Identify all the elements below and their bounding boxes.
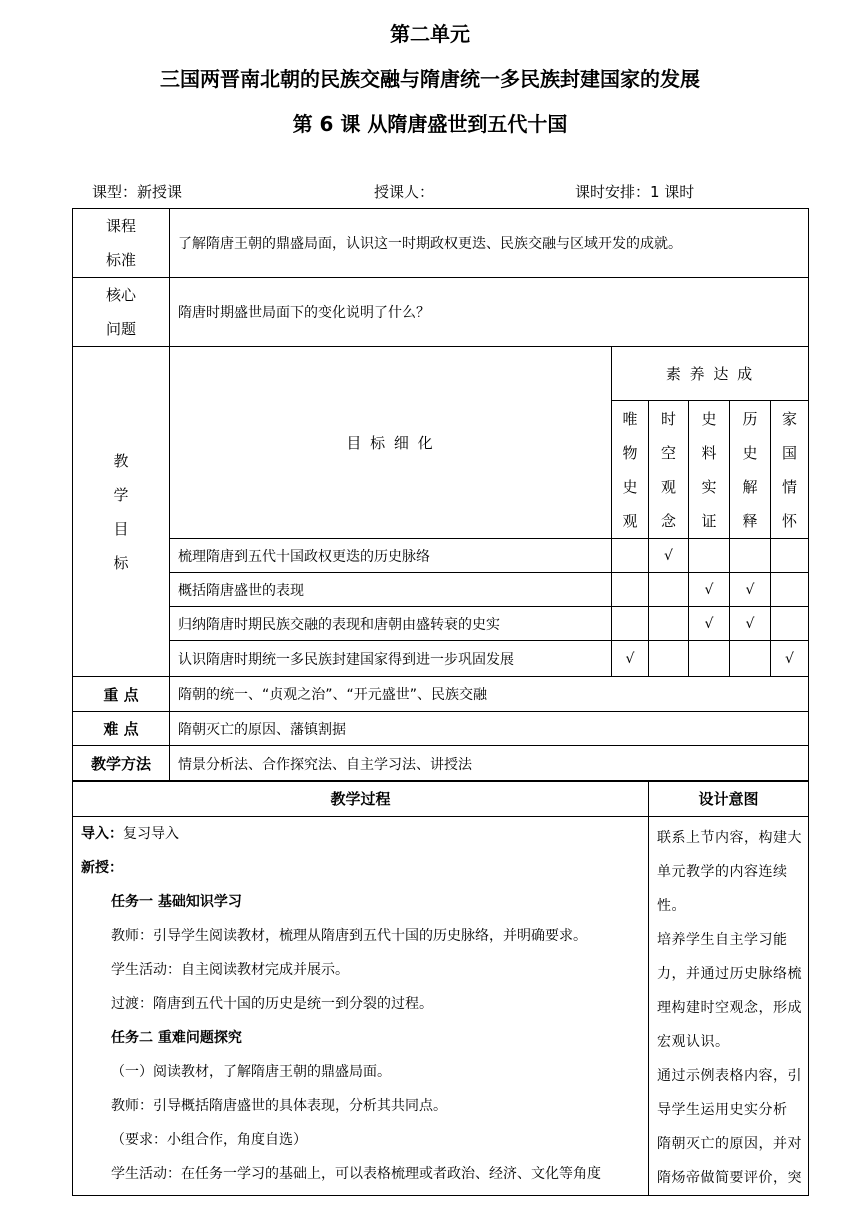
task-two-title: 任务二 重难问题探究 [111,1030,242,1046]
goal-mark [612,539,649,573]
goal-mark: √ [612,641,649,677]
lead-label: 导入： [81,826,123,842]
goal-mark: √ [771,641,809,677]
teaching-process-table [72,780,809,1196]
goal-mark: √ [649,539,689,573]
lead-line [81,817,648,851]
key-point-label: 重 点 [73,677,170,712]
method-label: 教学方法 [73,746,170,782]
literacy-interpretation: 历 史 解 释 [730,401,771,539]
process-line: 教师：引导学生阅读教材，梳理从隋唐到五代十国的历史脉络，并明确要求。 [111,928,587,944]
goal-mark: √ [730,573,771,607]
intent-line: 导学生运用史实分析 [657,1102,788,1118]
literacy-materialism: 唯 物 史 观 [612,401,649,539]
intent-line: 通过示例表格内容，引 [657,1068,802,1084]
standard-label: 课程 标准 [73,209,170,278]
teacher-label: 授课人： [374,183,435,201]
goal-row-text: 归纳隋唐时期民族交融的表现和唐朝由盛转衰的史实 [170,607,612,641]
lesson-title: 第 6 课 从隋唐盛世到五代十国 [292,112,568,136]
intent-header: 设计意图 [649,781,809,817]
intent-line: 隋朝灭亡的原因，并对 [657,1136,802,1152]
lead-text: 复习导入 [123,826,179,842]
unit-title: 三国两晋南北朝的民族交融与隋唐统一多民族封建国家的发展 [160,67,700,91]
literacy-header: 素 养 达 成 [612,347,809,401]
unit-heading: 第二单元 [390,22,470,46]
goal-mark [649,607,689,641]
goal-mark [771,607,809,641]
intent-line: 隋炀帝做简要评价，突 [657,1170,802,1186]
goal-mark [612,607,649,641]
core-question-label: 核心 问题 [73,278,170,347]
process-line: （一）阅读教材，了解隋唐王朝的鼎盛局面。 [111,1064,391,1080]
teaching-goal-label: 教 学 目 标 [73,347,170,677]
intent-line: 培养学生自主学习能 [657,932,788,948]
goal-mark [689,641,730,677]
schedule: 课时安排：1 课时 [575,183,695,201]
goal-row-text: 梳理隋唐到五代十国政权更迭的历史脉络 [170,539,612,573]
lesson-plan-table [72,208,809,782]
key-point-text: 隋朝的统一、“贞观之治”、“开元盛世”、民族交融 [170,677,809,712]
goal-mark [730,539,771,573]
intent-line: 宏观认识。 [657,1034,730,1050]
goal-mark: √ [730,607,771,641]
goal-mark: √ [689,573,730,607]
process-line: 教师：引导概括隋唐盛世的具体表现，分析其共同点。 [111,1098,447,1114]
process-body [73,817,649,1196]
literacy-patriotism: 家 国 情 怀 [771,401,809,539]
goal-row-text: 概括隋唐盛世的表现 [170,573,612,607]
process-line: 过渡：隋唐到五代十国的历史是统一到分裂的过程。 [111,996,433,1012]
goal-mark [649,641,689,677]
goal-mark [771,539,809,573]
goal-mark [612,573,649,607]
intent-line: 性。 [657,898,686,914]
intent-line: 联系上节内容，构建大 [657,830,802,846]
goal-row-text: 认识隋唐时期统一多民族封建国家得到进一步巩固发展 [170,641,612,677]
literacy-evidence: 史 料 实 证 [689,401,730,539]
difficult-point-label: 难 点 [73,712,170,746]
core-question-text: 隋唐时期盛世局面下的变化说明了什么？ [170,278,809,347]
goal-mark [649,573,689,607]
new-label: 新授： [81,860,123,876]
intent-line: 单元教学的内容连续 [657,864,788,880]
task-one-title: 任务一 基础知识学习 [111,894,242,910]
goal-mark [771,573,809,607]
goal-mark: √ [689,607,730,641]
process-line: 学生活动：在任务一学习的基础上，可以表格梳理或者政治、经济、文化等角度 [111,1166,601,1182]
goal-detail-header: 目 标 细 化 [170,347,612,539]
literacy-spacetime: 时 空 观 念 [649,401,689,539]
intent-line: 力，并通过历史脉络梳 [657,966,802,982]
standard-text: 了解隋唐王朝的鼎盛局面，认识这一时期政权更迭、民族交融与区域开发的成就。 [170,209,809,278]
lesson-type: 课型：新授课 [92,183,183,201]
intent-body [649,817,809,1196]
intent-line: 理构建时空观念，形成 [657,1000,802,1016]
goal-mark [689,539,730,573]
difficult-point-text: 隋朝灭亡的原因、藩镇割据 [170,712,809,746]
process-header: 教学过程 [73,781,649,817]
process-line: 学生活动：自主阅读教材完成并展示。 [111,962,349,978]
method-text: 情景分析法、合作探究法、自主学习法、讲授法 [170,746,809,782]
process-line: （要求：小组合作，角度自选） [111,1132,307,1148]
goal-mark [730,641,771,677]
